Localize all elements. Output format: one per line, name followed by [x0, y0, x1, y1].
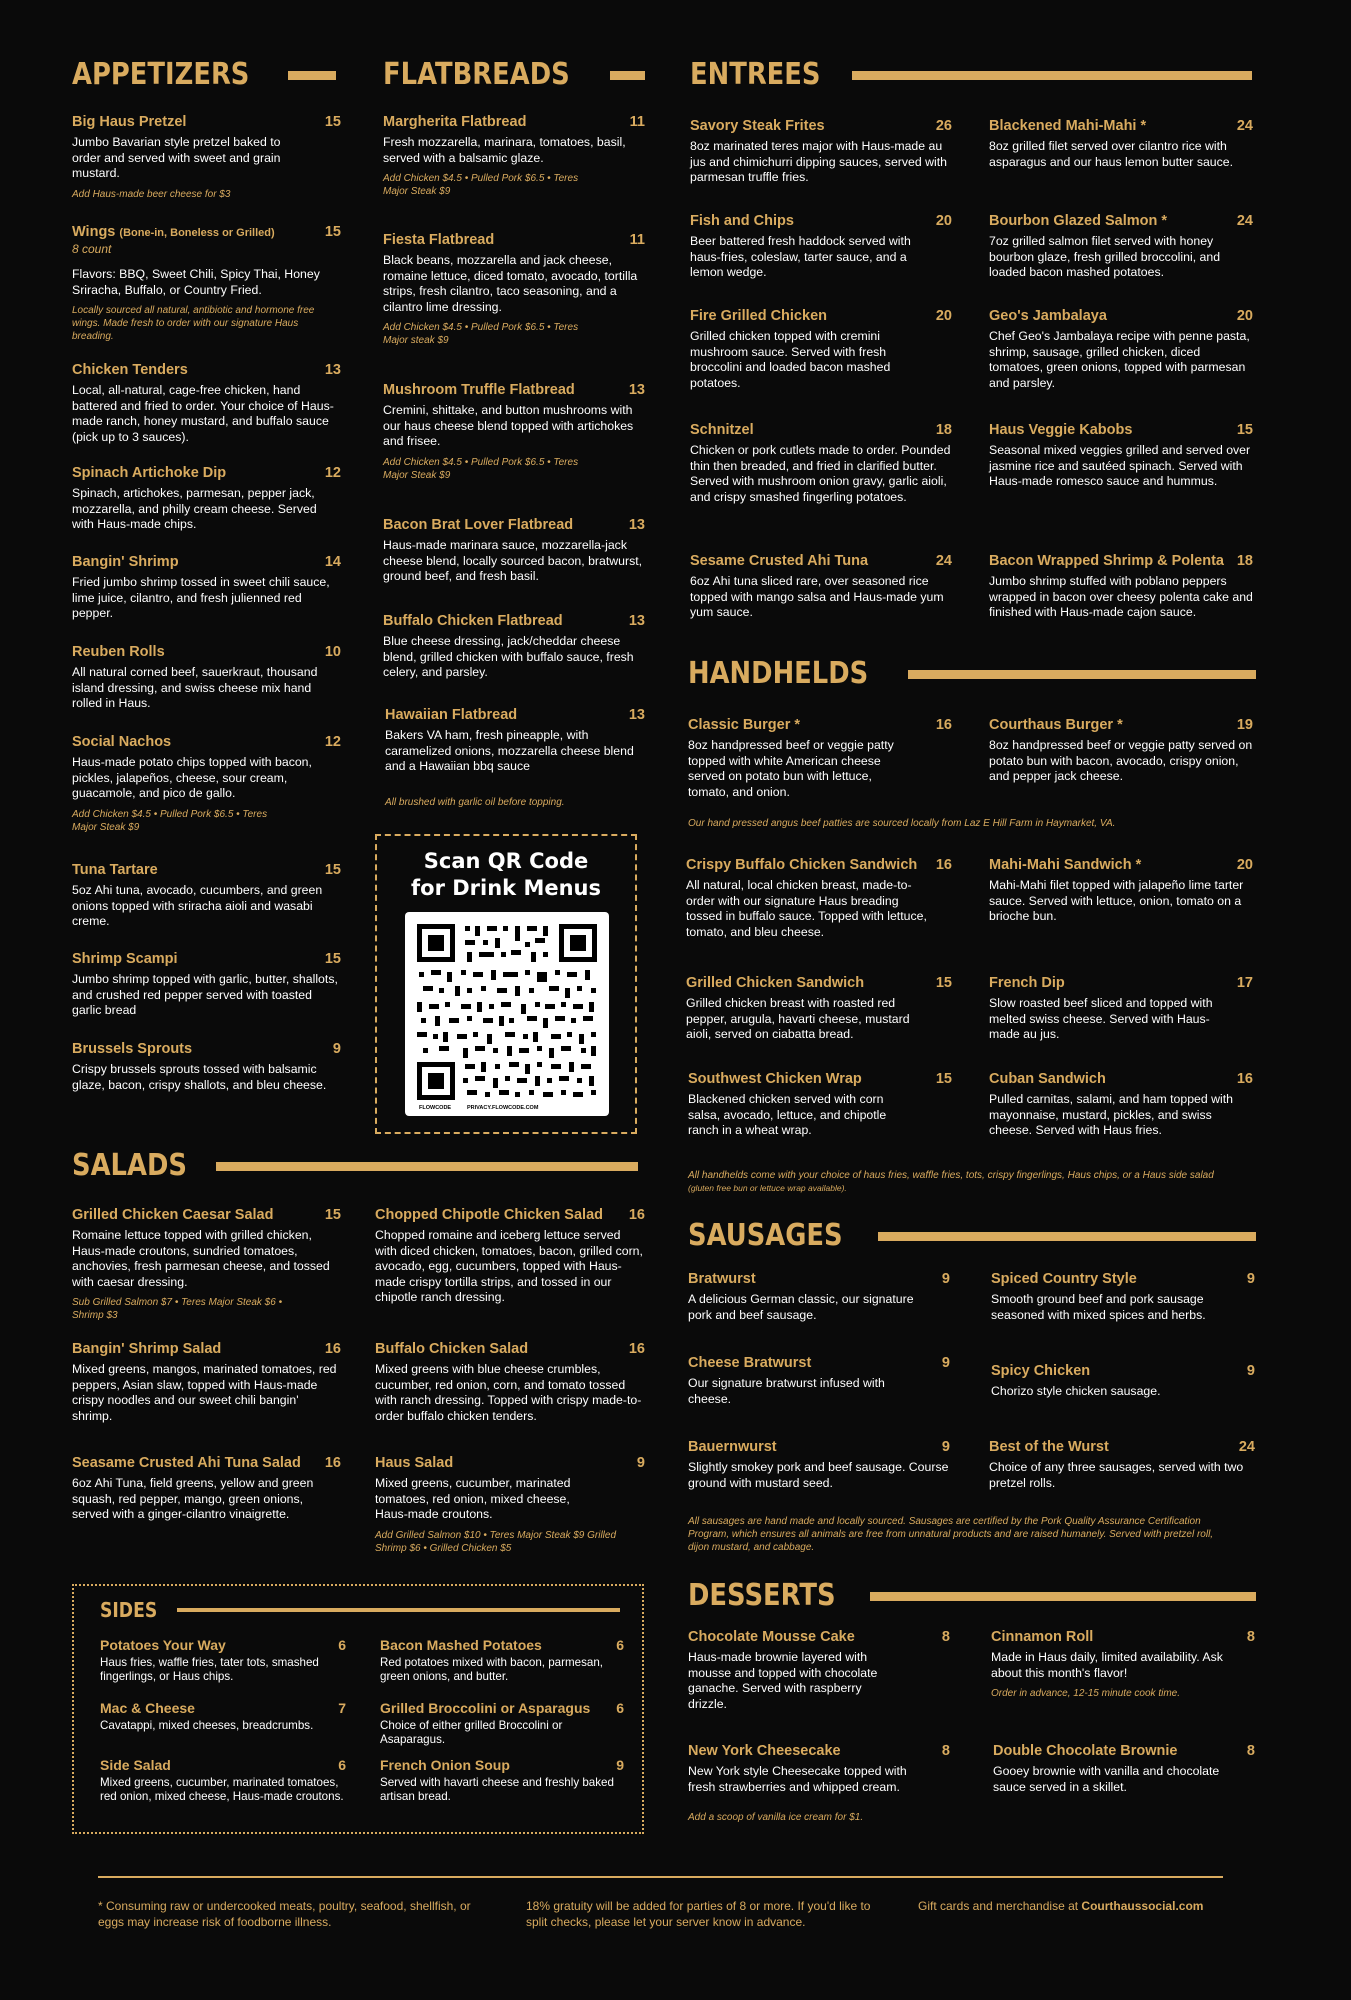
sausages-footnote: All sausages are hand made and locally sourced. Sausages are certified by the Pork Quality Assurance Certification Program, which ensures all animals are free from unnatural products and are raised humanely. Served with pretzel roll, dijon mustard, and cabbage.: [688, 1516, 1214, 1553]
item-description: 8oz handpressed beef or veggie patty served on potato bun with bacon, avocado, crispy onion, and pepper jack cheese.: [989, 738, 1253, 784]
item-description: Haus-made potato chips topped with bacon, pickles, jalapeños, cheese, sour cream, guacamole, and pico de gallo.: [72, 755, 312, 801]
item-price: 18: [1236, 553, 1253, 569]
item-price: 19: [1236, 717, 1253, 733]
footer-rule: [98, 1876, 1223, 1878]
item-description: Mixed greens, cucumber, marinated tomatoes, red onion, mixed cheese, Haus-made croutons.: [375, 1476, 571, 1522]
menu-item: [989, 974, 1253, 1043]
item-note: Locally sourced all natural, antibiotic and hormone free wings. Made fresh to order with our signature Haus breading.: [72, 305, 315, 343]
item-price: 8: [1246, 1743, 1255, 1759]
item-description: 8oz grilled filet served over cilantro rice with asparagus and our haus lemon butter sauce.: [989, 139, 1234, 169]
menu-item: [993, 1742, 1255, 1795]
item-name: New York Cheesecake: [688, 1743, 841, 1759]
item-description: Spinach, artichokes, parmesan, pepper jack, mozzarella, and philly cream cheese. Served with Haus-made chips.: [72, 486, 317, 532]
menu-item: [690, 552, 952, 621]
item-note: Sub Grilled Salmon $7 • Teres Major Steak $6 • Shrimp $3: [72, 1297, 283, 1322]
menu-item: [72, 1454, 341, 1523]
qr-title-line1: Scan QR Code: [423, 849, 589, 873]
menu-item: [690, 307, 952, 391]
item-description: All natural corned beef, sauerkraut, thousand island dressing, and swiss cheese mix hand rolled in Haus.: [72, 665, 318, 711]
menu-item: [100, 1636, 346, 1685]
item-name: French Onion Soup: [380, 1757, 510, 1773]
item-description: Made in Haus daily, limited availability. Ask about this month's flavor!: [991, 1650, 1223, 1680]
item-name: Potatoes Your Way: [100, 1637, 226, 1653]
section-title: FLATBREADS: [383, 57, 570, 92]
handhelds-footnote: [688, 1169, 1218, 1195]
menu-item: [991, 1270, 1255, 1323]
item-name: Bacon Brat Lover Flatbread: [383, 517, 574, 533]
menu-item: [989, 307, 1253, 391]
footer-website-link[interactable]: Courthaussocial.com: [1081, 1899, 1204, 1913]
item-price: 9: [941, 1355, 950, 1371]
item-description: All natural, local chicken breast, made-to-order with our signature Haus breading tossed in buffalo sauce. Topped with lettuce, tomato, and bleu cheese.: [686, 878, 927, 939]
item-note: Add Chicken $4.5 • Pulled Pork $6.5 • Teres Major Steak $9: [383, 456, 579, 481]
item-note: Add Chicken $4.5 • Pulled Pork $6.5 • Teres Major Steak $9: [383, 173, 579, 198]
menu-item: [989, 856, 1253, 925]
menu-item: [991, 1628, 1255, 1700]
item-price: 15: [324, 1207, 341, 1223]
item-price: 9: [1246, 1363, 1255, 1379]
item-price: 13: [324, 362, 341, 378]
item-name: Haus Salad: [375, 1455, 454, 1471]
menu-item: [72, 1040, 341, 1093]
item-description: Haus-made brownie layered with mousse and topped with chocolate ganache. Served with raspberry drizzle.: [688, 1650, 878, 1711]
item-price: 15: [1236, 422, 1253, 438]
item-price: 18: [935, 422, 952, 438]
item-name: Buffalo Chicken Salad: [375, 1341, 529, 1357]
item-description: Chorizo style chicken sausage.: [991, 1384, 1161, 1398]
item-description: 8oz marinated teres major with Haus-made au jus and chimichurri dipping sauces, served with parmesan truffle fries.: [690, 139, 947, 185]
menu-item: [989, 117, 1253, 170]
item-price: 6: [338, 1757, 346, 1773]
item-name: Double Chocolate Brownie: [993, 1743, 1178, 1759]
item-name: Brussels Sprouts: [72, 1041, 193, 1057]
section-title: HANDHELDS: [688, 656, 869, 691]
item-price: 16: [324, 1341, 341, 1357]
qr-corner-label: FLOWCODE: [419, 1105, 452, 1111]
heading-rule: [908, 670, 1256, 679]
item-name-detail: (Bone-in, Boneless or Grilled): [119, 227, 275, 239]
heading-rule: [177, 1608, 620, 1612]
item-price: 9: [941, 1271, 950, 1287]
item-price: 9: [1246, 1271, 1255, 1287]
item-price: 9: [332, 1041, 341, 1057]
qr-privacy-label: PRIVACY.FLOWCODE.COM: [467, 1105, 539, 1111]
item-description: Jumbo shrimp stuffed with poblano peppers wrapped in bacon over cheesy polenta cake and finished with Haus-made cajon sauce.: [989, 574, 1253, 620]
heading-rule: [878, 1232, 1256, 1241]
menu-item: [72, 113, 341, 201]
item-description: Fresh mozzarella, marinara, tomatoes, basil, served with a balsamic glaze.: [383, 135, 626, 165]
item-note: Add Grilled Salmon $10 • Teres Major Steak $9 Grilled Shrimp $6 • Grilled Chicken $5: [375, 1529, 617, 1554]
footer-gift-cards: [918, 1898, 1238, 1914]
item-name: Southwest Chicken Wrap: [688, 1071, 862, 1087]
item-price: 13: [628, 613, 645, 629]
entrees-heading: [690, 57, 1252, 92]
menu-item: [72, 861, 341, 930]
item-description: Beer battered fresh haddock served with haus-fries, coleslaw, tarter sauce, and a lemon wedge.: [690, 234, 911, 280]
appetizers-heading: [72, 57, 336, 92]
menu-item: [686, 856, 952, 940]
item-name: Schnitzel: [690, 422, 754, 438]
item-price: 12: [324, 734, 341, 750]
menu-item: [690, 212, 952, 281]
item-name: Bacon Wrapped Shrimp & Polenta: [989, 553, 1224, 569]
item-price: 20: [935, 213, 952, 229]
item-price: 6: [616, 1700, 624, 1716]
item-name: Bauernwurst: [688, 1439, 777, 1455]
item-name: Shrimp Scampi: [72, 951, 178, 967]
item-price: 16: [324, 1455, 341, 1471]
item-description: Flavors: BBQ, Sweet Chili, Spicy Thai, Honey Sriracha, Buffalo, or Country Fried.: [72, 267, 320, 297]
item-description: Slow roasted beef sliced and topped with melted swiss cheese. Served with Haus-made au jus.: [989, 996, 1213, 1042]
item-price: 26: [935, 118, 952, 134]
menu-item: [72, 553, 341, 622]
item-price: 20: [1236, 308, 1253, 324]
item-name: Seasame Crusted Ahi Tuna Salad: [72, 1455, 301, 1471]
desserts-heading: [688, 1578, 1256, 1613]
item-note: Add Chicken $4.5 • Pulled Pork $6.5 • Teres Major steak $9: [383, 322, 579, 347]
item-description: Choice of either grilled Broccolini or Asaparagus.: [380, 1719, 563, 1747]
item-name: Geo's Jambalaya: [989, 308, 1107, 324]
menu-item: [688, 1742, 950, 1824]
salads-heading: [72, 1148, 638, 1183]
item-name: Chocolate Mousse Cake: [688, 1629, 855, 1645]
item-name: Social Nachos: [72, 734, 172, 750]
item-name: Courthaus Burger *: [989, 717, 1123, 733]
item-name: Crispy Buffalo Chicken Sandwich: [686, 857, 918, 873]
item-description: Red potatoes mixed with bacon, parmesan, green onions, and butter.: [380, 1656, 603, 1684]
item-description: Cavatappi, mixed cheeses, breadcrumbs.: [100, 1719, 314, 1732]
item-price: 24: [1236, 118, 1253, 134]
item-price: 24: [935, 553, 952, 569]
item-price: 15: [935, 1071, 952, 1087]
footer-raw-food-warning: * Consuming raw or undercooked meats, poultry, seafood, shellfish, or eggs may increase risk of foodborne illness.: [98, 1899, 471, 1929]
item-description: Grilled chicken breast with roasted red pepper, arugula, havarti cheese, mustard aioli, served on ciabatta bread.: [686, 996, 910, 1042]
burger-note: Our hand pressed angus beef patties are sourced locally from Laz E Hill Farm in Haymarket, VA.: [688, 818, 1116, 829]
item-description: A delicious German classic, our signature pork and beef sausage.: [688, 1292, 914, 1322]
menu-item: [383, 231, 645, 347]
item-name: Spinach Artichoke Dip: [72, 465, 227, 481]
handhelds-footnote-text: All handhelds come with your choice of haus fries, waffle fries, tots, crispy fingerlings, Haus chips, or a Haus side salad: [688, 1170, 1214, 1181]
sausages-heading: [688, 1218, 1256, 1253]
item-price: 11: [629, 232, 645, 248]
item-description: Choice of any three sausages, served with two pretzel rolls.: [989, 1460, 1244, 1490]
section-title: SAUSAGES: [688, 1218, 843, 1253]
menu-item: [375, 1454, 645, 1555]
item-price: 20: [935, 308, 952, 324]
item-subtitle: 8 count: [72, 242, 112, 256]
item-price: 9: [636, 1455, 645, 1471]
item-description: Jumbo Bavarian style pretzel baked to order and served with sweet and grain mustard.: [72, 135, 281, 181]
item-name: Reuben Rolls: [72, 644, 165, 660]
menu-item: [383, 612, 645, 681]
menu-item: [380, 1699, 624, 1748]
menu-item: [72, 1340, 341, 1424]
item-description: Slightly smokey pork and beef sausage. Course ground with mustard seed.: [688, 1460, 949, 1490]
item-description: Our signature bratwurst infused with cheese.: [688, 1376, 885, 1406]
item-price: 13: [628, 517, 645, 533]
item-name: Mac & Cheese: [100, 1700, 195, 1716]
qr-code-icon: [405, 912, 609, 1116]
item-price: 15: [324, 862, 341, 878]
section-title: APPETIZERS: [72, 57, 250, 92]
heading-rule: [870, 1592, 1256, 1601]
item-description: Romaine lettuce topped with grilled chicken, Haus-made croutons, sundried tomatoes, anchovies, fresh parmesan cheese, and tossed with caesar dressing.: [72, 1228, 330, 1289]
item-description: Bakers VA ham, fresh pineapple, with caramelized onions, mozzarella cheese blend and a Hawaiian bbq sauce: [385, 728, 634, 774]
item-description: Chef Geo's Jambalaya recipe with penne pasta, shrimp, sausage, grilled chicken, diced tomatoes, green onions, topped with parmesan and parsley.: [989, 329, 1250, 390]
item-name: Savory Steak Frites: [690, 118, 825, 134]
item-name: Chicken Tenders: [72, 362, 188, 378]
item-price: 24: [1238, 1439, 1255, 1455]
item-note: Add Haus-made beer cheese for $3: [72, 188, 231, 200]
item-description: Blue cheese dressing, jack/cheddar cheese blend, grilled chicken with buffalo sauce, fresh celery, and parsley.: [383, 634, 634, 680]
menu-item: [380, 1636, 624, 1685]
flatbreads-footnote: All brushed with garlic oil before topping.: [385, 797, 565, 808]
menu-item: [989, 716, 1253, 785]
footer-gift-text: Gift cards and merchandise at: [918, 1899, 1079, 1913]
item-name: Best of the Wurst: [989, 1439, 1109, 1455]
item-name: Bangin' Shrimp: [72, 554, 179, 570]
item-description: Pulled carnitas, salami, and ham topped with mayonnaise, mustard, pickles, and swiss cheese. Served with Haus fries.: [989, 1092, 1234, 1138]
menu-item: [688, 1270, 950, 1323]
item-name: Chopped Chipotle Chicken Salad: [375, 1207, 603, 1223]
item-price: 17: [1236, 975, 1253, 991]
item-price: 15: [324, 114, 341, 130]
menu-item: [690, 421, 952, 505]
qr-code-box: [375, 834, 637, 1134]
item-name: Mahi-Mahi Sandwich *: [989, 857, 1142, 873]
item-name: Cinnamon Roll: [991, 1629, 1094, 1645]
item-name: Grilled Chicken Caesar Salad: [72, 1207, 274, 1223]
item-name: Spiced Country Style: [991, 1271, 1137, 1287]
item-name: Bangin' Shrimp Salad: [72, 1341, 222, 1357]
item-price: 12: [324, 465, 341, 481]
item-name: Fish and Chips: [690, 213, 794, 229]
item-description: Served with havarti cheese and freshly baked artisan bread.: [380, 1776, 614, 1804]
menu-item: [72, 643, 341, 712]
menu-item: [375, 1206, 645, 1306]
section-title: SIDES: [100, 1598, 158, 1622]
menu-item: [72, 223, 341, 343]
item-price: 13: [628, 707, 645, 723]
item-name: Bourbon Glazed Salmon *: [989, 213, 1168, 229]
item-description: Haus-made marinara sauce, mozzarella-jack cheese blend, locally sourced bacon, bratwurst, ground beef, and fresh basil.: [383, 538, 643, 584]
menu-item: [686, 974, 952, 1043]
item-description: Fried jumbo shrimp tossed in sweet chili sauce, lime juice, cilantro, and fresh julienned red pepper.: [72, 575, 330, 621]
item-description: Grilled chicken topped with cremini mushroom sauce. Served with fresh broccolini and loaded bacon mashed potatoes.: [690, 329, 891, 390]
menu-item: [72, 733, 341, 834]
item-name: Haus Veggie Kabobs: [989, 422, 1133, 438]
heading-rule: [288, 71, 336, 80]
item-description: Cremini, shittake, and button mushrooms with our haus cheese blend topped with artichokes and frisee.: [383, 403, 634, 449]
item-description: Chopped romaine and iceberg lettuce served with diced chicken, tomatoes, bacon, grilled corn, avocado, egg, cucumbers, topped with Haus-made crispy tortilla strips, and tossed in our chipotle ranch dressing.: [375, 1228, 643, 1305]
sides-box: [72, 1584, 644, 1834]
item-description: Seasonal mixed veggies grilled and served over jasmine rice and sautéed spinach. Served with Haus-made romesco sauce and hummus.: [989, 443, 1251, 489]
item-name: Mushroom Truffle Flatbread: [383, 382, 575, 398]
menu-item: [690, 117, 952, 186]
item-description: Mixed greens with blue cheese crumbles, cucumber, red onion, corn, and tomato tossed with ranch dressing. Topped with crispy made-to-order buffalo chicken tenders.: [375, 1362, 642, 1423]
item-name: Fire Grilled Chicken: [690, 308, 827, 324]
menu-item: [989, 212, 1253, 281]
menu-item: [375, 1340, 645, 1424]
menu-item: [989, 421, 1253, 490]
item-price: 8: [941, 1743, 950, 1759]
item-note: Add a scoop of vanilla ice cream for $1.: [688, 1812, 864, 1824]
item-name: Cheese Bratwurst: [688, 1355, 812, 1371]
item-description: Smooth ground beef and pork sausage seasoned with mixed spices and herbs.: [991, 1292, 1206, 1322]
item-name: Margherita Flatbread: [383, 114, 527, 130]
item-description: Crispy brussels sprouts tossed with balsamic glaze, bacon, crispy shallots, and bleu cheese.: [72, 1062, 327, 1092]
item-description: New York style Cheesecake topped with fresh strawberries and whipped cream.: [688, 1764, 907, 1794]
menu-item: [688, 1354, 950, 1407]
item-name: Blackened Mahi-Mahi *: [989, 118, 1147, 134]
item-name: Bacon Mashed Potatoes: [380, 1637, 542, 1653]
heading-rule: [610, 71, 645, 80]
menu-item: [989, 1438, 1255, 1491]
menu-item: [72, 950, 341, 1019]
section-title: SALADS: [72, 1148, 187, 1183]
item-name: Bratwurst: [688, 1271, 756, 1287]
item-name: Tuna Tartare: [72, 862, 158, 878]
item-name: Fiesta Flatbread: [383, 232, 495, 248]
item-price: 16: [1236, 1071, 1253, 1087]
flatbreads-heading: [383, 57, 645, 92]
handhelds-heading: [688, 656, 1256, 691]
item-price: 16: [628, 1207, 645, 1223]
item-price: 13: [628, 382, 645, 398]
item-name: Cuban Sandwich: [989, 1071, 1106, 1087]
item-note: Add Chicken $4.5 • Pulled Pork $6.5 • Teres Major Steak $9: [72, 808, 268, 833]
item-price: 8: [1246, 1629, 1255, 1645]
item-price: 8: [941, 1629, 950, 1645]
item-price: 10: [324, 644, 341, 660]
item-description: 8oz handpressed beef or veggie patty topped with white American cheese served on potato bun with lettuce, tomato, and onion.: [688, 738, 894, 799]
section-title: DESSERTS: [688, 1578, 836, 1613]
item-description: Mixed greens, mangos, marinated tomatoes, red peppers, Asian slaw, topped with Haus-made crispy noodles and our sweet chili bangin' shrimp.: [72, 1362, 337, 1423]
item-name: Wings: [72, 224, 116, 240]
menu-item: [688, 1070, 952, 1139]
item-description: Chicken or pork cutlets made to order. Pounded thin then breaded, and fried in clarified butter. Served with mushroom onion gravy, garlic aioli, and crispy smashed fingerling potatoes.: [690, 443, 951, 504]
item-price: 7: [338, 1700, 346, 1716]
item-price: 15: [324, 224, 341, 240]
menu-item: [385, 706, 645, 775]
footer-gratuity-note: 18% gratuity will be added for parties of 8 or more. If you'd like to split checks, please let your server know in advance.: [526, 1899, 871, 1929]
item-name: Hawaiian Flatbread: [385, 707, 518, 723]
item-description: 6oz Ahi Tuna, field greens, yellow and green squash, red pepper, mango, green onions, served with a ginger-cilantro vinaigrette.: [72, 1476, 314, 1522]
item-name: Spicy Chicken: [991, 1363, 1091, 1379]
item-price: 24: [1236, 213, 1253, 229]
item-name: Grilled Broccolini or Asparagus: [380, 1700, 591, 1716]
qr-code[interactable]: [405, 912, 609, 1116]
item-price: 11: [629, 114, 645, 130]
menu-item: [100, 1756, 346, 1805]
item-description: Haus fries, waffle fries, tater tots, smashed fingerlings, or Haus chips.: [100, 1656, 319, 1684]
menu-item: [383, 516, 645, 585]
item-price: 16: [935, 857, 952, 873]
menu-item: [383, 381, 645, 482]
menu-item: [688, 1628, 950, 1712]
menu-item: [989, 552, 1253, 621]
item-description: Mixed greens, cucumber, marinated tomatoes, red onion, mixed cheese, Haus-made croutons.: [100, 1776, 344, 1804]
item-name: Grilled Chicken Sandwich: [686, 975, 865, 991]
menu-item: [688, 1438, 950, 1491]
item-description: Jumbo shrimp topped with garlic, butter, shallots, and crushed red pepper served with toasted garlic bread: [72, 972, 338, 1018]
menu-item: [383, 113, 645, 198]
item-description: 6oz Ahi tuna sliced rare, over seasoned rice topped with mango salsa and Haus-made yum yum sauce.: [690, 574, 944, 620]
item-price: 9: [616, 1757, 624, 1773]
item-description: Gooey brownie with vanilla and chocolate sauce served in a skillet.: [993, 1764, 1220, 1794]
item-name: Buffalo Chicken Flatbread: [383, 613, 563, 629]
item-price: 14: [324, 554, 341, 570]
menu-item: [991, 1362, 1255, 1400]
item-price: 6: [338, 1637, 346, 1653]
sides-heading: [100, 1600, 620, 1620]
heading-rule: [852, 71, 1252, 80]
section-title: ENTREES: [690, 57, 821, 92]
item-name: Classic Burger *: [688, 717, 801, 733]
item-name: Big Haus Pretzel: [72, 114, 187, 130]
item-name: Sesame Crusted Ahi Tuna: [690, 553, 869, 569]
item-price: 16: [628, 1341, 645, 1357]
menu-item: [72, 361, 341, 445]
heading-rule: [216, 1162, 638, 1171]
menu-item: [688, 716, 952, 800]
item-description: Black beans, mozzarella and jack cheese, romaine lettuce, diced tomato, avocado, tortilla strips, fresh cilantro, taco seasoning, and a cilantro lime dressing.: [383, 253, 638, 314]
item-price: 15: [324, 951, 341, 967]
item-name: French Dip: [989, 975, 1065, 991]
item-price: 6: [616, 1637, 624, 1653]
menu-item: [380, 1756, 624, 1805]
menu-item: [72, 464, 341, 533]
qr-title-line2: for Drink Menus: [411, 876, 601, 900]
item-description: 7oz grilled salmon filet served with honey bourbon glaze, fresh grilled broccolini, and loaded bacon mashed potatoes.: [989, 234, 1221, 280]
item-price: 9: [941, 1439, 950, 1455]
menu-item: [989, 1070, 1253, 1139]
item-price: 16: [935, 717, 952, 733]
item-description: 5oz Ahi tuna, avocado, cucumbers, and green onions topped with sriracha aioli and wasabi creme.: [72, 883, 323, 929]
item-description: Blackened chicken served with corn salsa, avocado, lettuce, and chipotle ranch in a wheat wrap.: [688, 1092, 887, 1138]
item-description: Local, all-natural, cage-free chicken, hand battered and fried to order. Your choice of Haus-made ranch, honey mustard, and buffalo sauce (pick up to 3 sauces).: [72, 383, 334, 444]
handhelds-footnote-small: (gluten free bun or lettuce wrap available).: [688, 1183, 847, 1193]
menu-item: [100, 1699, 346, 1733]
item-price: 20: [1236, 857, 1253, 873]
item-description: Mahi-Mahi filet topped with jalapeño lime tarter sauce. Served with lettuce, onion, tomato on a brioche bun.: [989, 878, 1244, 924]
item-note: Order in advance, 12-15 minute cook time.: [991, 1688, 1180, 1700]
item-name: Side Salad: [100, 1757, 171, 1773]
menu-item: [72, 1206, 341, 1322]
item-price: 15: [935, 975, 952, 991]
